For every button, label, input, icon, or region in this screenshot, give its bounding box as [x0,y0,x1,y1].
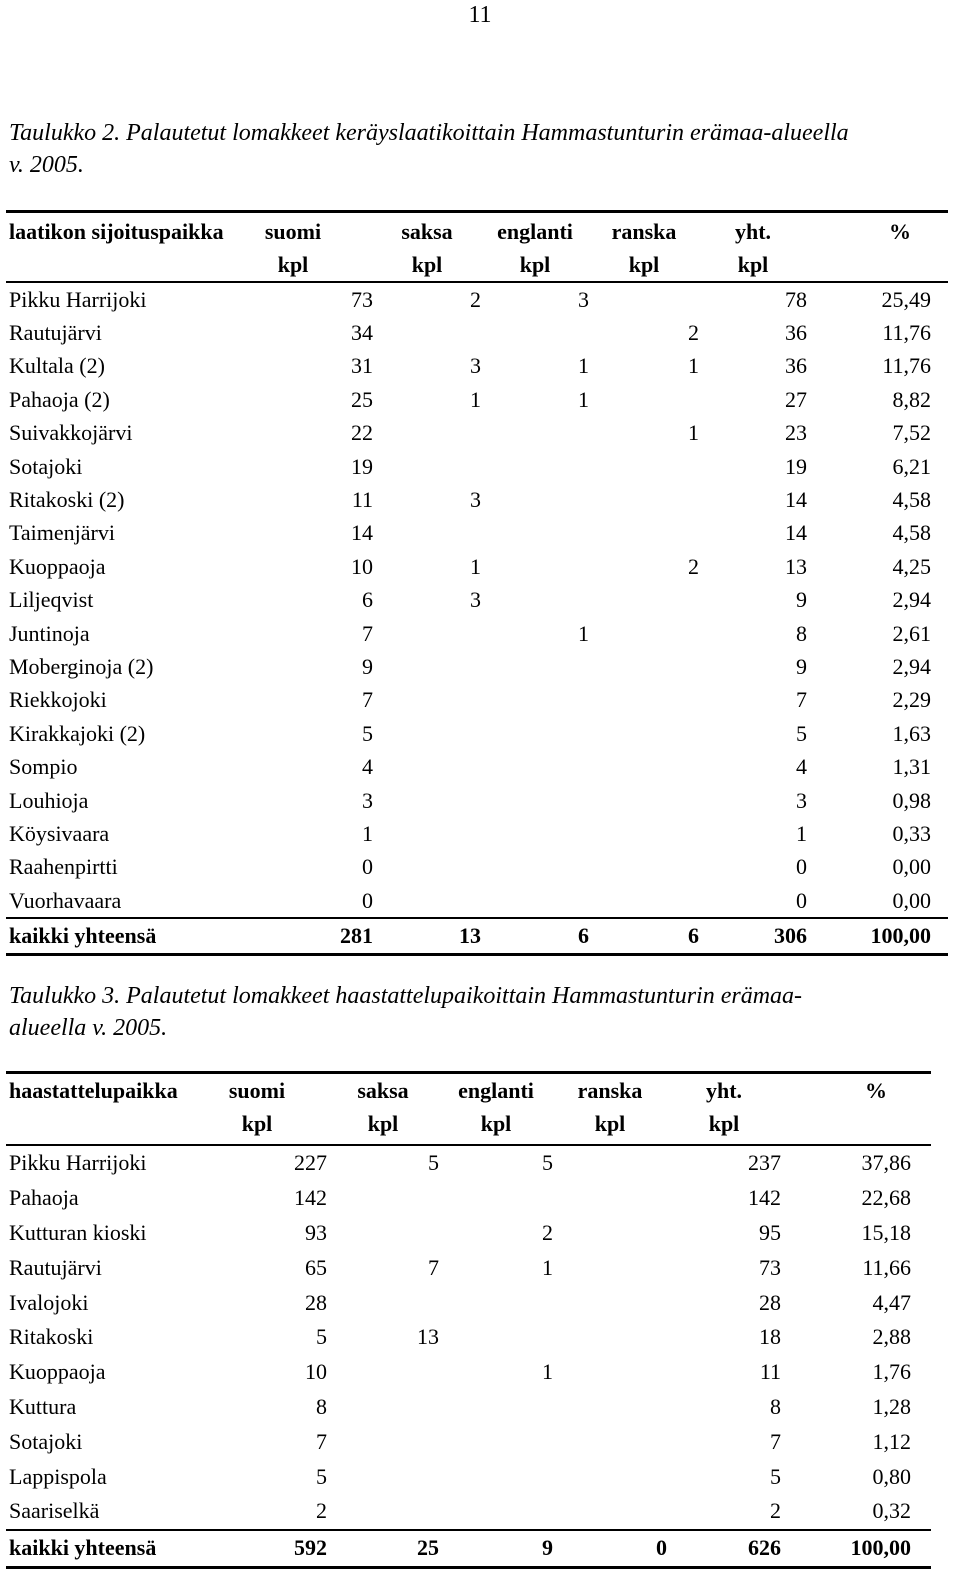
table-cell: 95 [759,1219,781,1245]
table-cell: 22,68 [861,1185,911,1211]
table-cell: 2,88 [872,1324,911,1350]
table-cell: 65 [305,1254,327,1280]
column-header-unit: kpl [628,252,660,277]
table3 [6,1071,931,1569]
column-header [667,1074,781,1140]
total-cell: 0 [656,1535,667,1561]
table-cell: 7,52 [892,420,931,446]
row-label: Taimenjärvi [9,520,115,546]
column-header [439,1074,553,1140]
table-cell: 5 [316,1463,327,1489]
column-header [481,215,589,281]
row-label: Kultala (2) [9,353,105,379]
table-cell: 73 [759,1254,781,1280]
table-row [6,1250,931,1285]
table-cell: 237 [748,1150,781,1176]
column-header [807,215,931,248]
table-row [6,350,948,383]
table3-caption-line1: Taulukko 3. Palautetut lomakkeet haastattelupaikoittain Hammastunturin erämaa- [9,983,803,1009]
table-row [6,383,948,416]
row-label: Raahenpirtti [9,854,118,880]
table-cell: 10 [351,553,373,579]
column-header [327,1074,439,1140]
table-cell: 1 [542,1359,553,1385]
table-row [6,684,948,717]
table-cell: 4,58 [892,487,931,513]
table-cell: 142 [748,1185,781,1211]
table-cell: 1,12 [872,1428,911,1454]
table-cell: 37,86 [861,1150,911,1176]
column-header-unit: kpl [480,1111,512,1136]
table-cell: 1 [470,553,481,579]
column-header-label: laatikon sijoituspaikka [9,219,224,244]
table-row [6,1216,931,1251]
table-row [6,784,948,817]
table-cell: 7 [316,1428,327,1454]
table-cell: 7 [796,687,807,713]
row-label: Moberginoja (2) [9,653,154,679]
table-cell: 19 [351,453,373,479]
table-cell: 4 [362,754,373,780]
page-number: 11 [468,2,492,28]
table-cell: 7 [362,687,373,713]
table-row [6,1390,931,1425]
row-label: Juntinoja [9,620,90,646]
table-cell: 0,00 [892,887,931,913]
table-cell: 11,76 [882,353,931,379]
column-header [373,215,481,281]
row-label: Louhioja [9,787,89,813]
column-header-unit: kpl [594,1111,626,1136]
table-cell: 5 [362,720,373,746]
table-row [6,1285,931,1320]
table-row [6,283,948,316]
table-row [6,1459,931,1494]
column-header-label: suomi [228,1078,286,1103]
column-header-label: saksa [357,1078,409,1103]
column-header-label: ranska [577,1078,643,1103]
column-header-label: englanti [497,219,573,244]
table-cell: 3 [470,587,481,613]
table3-caption-line2: alueella v. 2005. [9,1015,168,1041]
table-cell: 2 [770,1498,781,1524]
table-cell: 34 [351,320,373,346]
table-cell: 5 [796,720,807,746]
table-cell: 2,61 [892,620,931,646]
table-cell: 7 [428,1254,439,1280]
row-label: Kirakkajoki (2) [9,720,146,746]
table-cell: 5 [542,1150,553,1176]
table-cell: 13 [785,553,807,579]
table-cell: 0,32 [872,1498,911,1524]
row-label: Pikku Harrijoki [9,1150,147,1176]
table-cell: 1,63 [892,720,931,746]
table-cell: 1 [688,353,699,379]
total-cell: 626 [748,1535,781,1561]
table-cell: 25 [351,386,373,412]
column-header-unit: kpl [277,252,309,277]
total-cell: 13 [459,923,481,949]
column-header-label: yht. [734,219,772,244]
row-label: Pahaoja [9,1185,79,1211]
table-cell: 8 [770,1393,781,1419]
column-header-label: haastattelupaikka [9,1078,178,1103]
table-cell: 7 [362,620,373,646]
row-label: Ivalojoki [9,1289,89,1315]
table-cell: 2 [542,1219,553,1245]
table-cell: 18 [759,1324,781,1350]
table-cell: 1 [578,353,589,379]
table-cell: 8,82 [892,386,931,412]
table-cell: 19 [785,453,807,479]
table-cell: 11,76 [882,320,931,346]
table-cell: 1,28 [872,1393,911,1419]
table-row [6,817,948,850]
total-cell: 281 [340,923,373,949]
column-header-unit: kpl [367,1111,399,1136]
table-cell: 10 [305,1359,327,1385]
total-cell: 306 [774,923,807,949]
table-cell: 6 [362,587,373,613]
table-header-row [6,1074,931,1146]
table-cell: 2,94 [892,587,931,613]
table-cell: 1 [362,820,373,846]
table-cell: 0,33 [892,820,931,846]
total-cell: 100,00 [870,923,931,949]
column-header-unit: kpl [708,1111,740,1136]
table-cell: 5 [428,1150,439,1176]
total-row [6,917,948,952]
table-cell: 5 [770,1463,781,1489]
table-cell: 4,25 [892,553,931,579]
column-header-label: ranska [611,219,677,244]
row-label: Rautujärvi [9,320,102,346]
table-cell: 2,29 [892,687,931,713]
table-cell: 14 [785,487,807,513]
table-cell: 9 [362,653,373,679]
row-label: Riekkojoki [9,687,107,713]
table-cell: 1 [796,820,807,846]
row-label: Köysivaara [9,820,110,846]
row-label: Sotajoki [9,453,83,479]
table-cell: 1,76 [872,1359,911,1385]
row-label: Kuttura [9,1393,77,1419]
table-cell: 3 [470,487,481,513]
table-cell: 4,47 [872,1289,911,1315]
total-cell: 100,00 [850,1535,911,1561]
total-cell: 6 [688,923,699,949]
total-row [6,1529,931,1566]
table-cell: 0 [362,854,373,880]
column-header-label: yht. [705,1078,743,1103]
row-label: Sotajoki [9,1428,83,1454]
column-header-unit: kpl [519,252,551,277]
table-cell: 78 [785,286,807,312]
table-row [6,851,948,884]
column-header-label: % [889,219,911,244]
table-row [6,1494,931,1529]
table-cell: 23 [785,420,807,446]
table-row [6,884,948,917]
column-header [213,215,373,281]
table-cell: 22 [351,420,373,446]
row-label: Kuoppaoja [9,553,106,579]
table-header-row [6,213,948,283]
table-cell: 0,98 [892,787,931,813]
table-row [6,750,948,783]
column-header [187,1074,327,1140]
column-header [781,1074,911,1107]
total-cell: 592 [294,1535,327,1561]
row-label: Lappispola [9,1463,107,1489]
table2-caption [9,117,954,181]
table-cell: 11,66 [862,1254,911,1280]
table-cell: 3 [796,787,807,813]
table-cell: 13 [417,1324,439,1350]
row-label: Ritakoski [9,1324,94,1350]
table-cell: 5 [316,1324,327,1350]
row-label: Suivakkojärvi [9,420,133,446]
row-label: Pahaoja (2) [9,386,110,412]
table-cell: 1 [578,386,589,412]
total-cell: 25 [417,1535,439,1561]
table-row [6,1181,931,1216]
table-cell: 8 [316,1393,327,1419]
table-row [6,517,948,550]
table-cell: 36 [785,320,807,346]
column-header-label: saksa [401,219,453,244]
column-header-unit: kpl [411,252,443,277]
table2-caption-line1: Taulukko 2. Palautetut lomakkeet keräyslaatikoittain Hammastunturin erämaa-alueella [9,120,849,146]
table-row [6,1424,931,1459]
table-cell: 27 [785,386,807,412]
table-cell: 3 [578,286,589,312]
table-cell: 0 [796,854,807,880]
table-cell: 0 [796,887,807,913]
table-cell: 3 [362,787,373,813]
table-cell: 9 [796,653,807,679]
total-cell: 9 [542,1535,553,1561]
column-header [589,215,699,281]
table2 [6,210,948,956]
table-cell: 1 [470,386,481,412]
total-label: kaikki yhteensä [9,923,157,949]
table-cell: 2 [470,286,481,312]
table-row [6,650,948,683]
table-cell: 2 [688,553,699,579]
row-label: Ritakoski (2) [9,487,125,513]
total-cell: 6 [578,923,589,949]
column-header-label: suomi [264,219,322,244]
row-label: Rautujärvi [9,1254,102,1280]
row-label: Sompio [9,754,78,780]
table-cell: 142 [294,1185,327,1211]
table-cell: 1 [578,620,589,646]
table-cell: 2 [316,1498,327,1524]
table-row [6,1355,931,1390]
table-cell: 11 [759,1359,781,1385]
total-label: kaikki yhteensä [9,1535,157,1561]
row-label: Vuorhavaara [9,887,122,913]
row-label: Kutturan kioski [9,1219,147,1245]
table-cell: 8 [796,620,807,646]
table-cell: 6,21 [892,453,931,479]
column-header-label: % [865,1078,887,1103]
row-label: Liljeqvist [9,587,94,613]
table-cell: 28 [759,1289,781,1315]
column-header-unit: kpl [241,1111,273,1136]
table-cell: 2,94 [892,653,931,679]
table2-caption-line2: v. 2005. [9,152,84,178]
table-cell: 14 [785,520,807,546]
table-cell: 9 [796,587,807,613]
table-cell: 31 [351,353,373,379]
table-row [6,550,948,583]
table-cell: 0 [362,887,373,913]
table-row [6,584,948,617]
table-cell: 1 [542,1254,553,1280]
table-cell: 73 [351,286,373,312]
table-row [6,1320,931,1355]
table-cell: 1 [688,420,699,446]
column-header [699,215,807,281]
table-cell: 11 [351,487,373,513]
table-cell: 4,58 [892,520,931,546]
table-row [6,483,948,516]
table-cell: 1,31 [892,754,931,780]
table-cell: 15,18 [861,1219,911,1245]
table-cell: 25,49 [881,286,931,312]
table-cell: 28 [305,1289,327,1315]
table-cell: 0,00 [892,854,931,880]
table-cell: 7 [770,1428,781,1454]
row-label: Pikku Harrijoki [9,286,147,312]
table-cell: 36 [785,353,807,379]
table-row [6,316,948,349]
table-cell: 2 [688,320,699,346]
table-row [6,450,948,483]
table-cell: 227 [294,1150,327,1176]
table-row [6,1146,931,1181]
table-row [6,617,948,650]
column-header [553,1074,667,1140]
table-cell: 93 [305,1219,327,1245]
table-cell: 14 [351,520,373,546]
column-header-unit: kpl [737,252,769,277]
table-row [6,717,948,750]
row-label: Saariselkä [9,1498,100,1524]
table-cell: 3 [470,353,481,379]
table-row [6,417,948,450]
row-label: Kuoppaoja [9,1359,106,1385]
table-cell: 4 [796,754,807,780]
table3-caption [9,980,909,1044]
table-cell: 0,80 [872,1463,911,1489]
column-header-label: englanti [458,1078,534,1103]
